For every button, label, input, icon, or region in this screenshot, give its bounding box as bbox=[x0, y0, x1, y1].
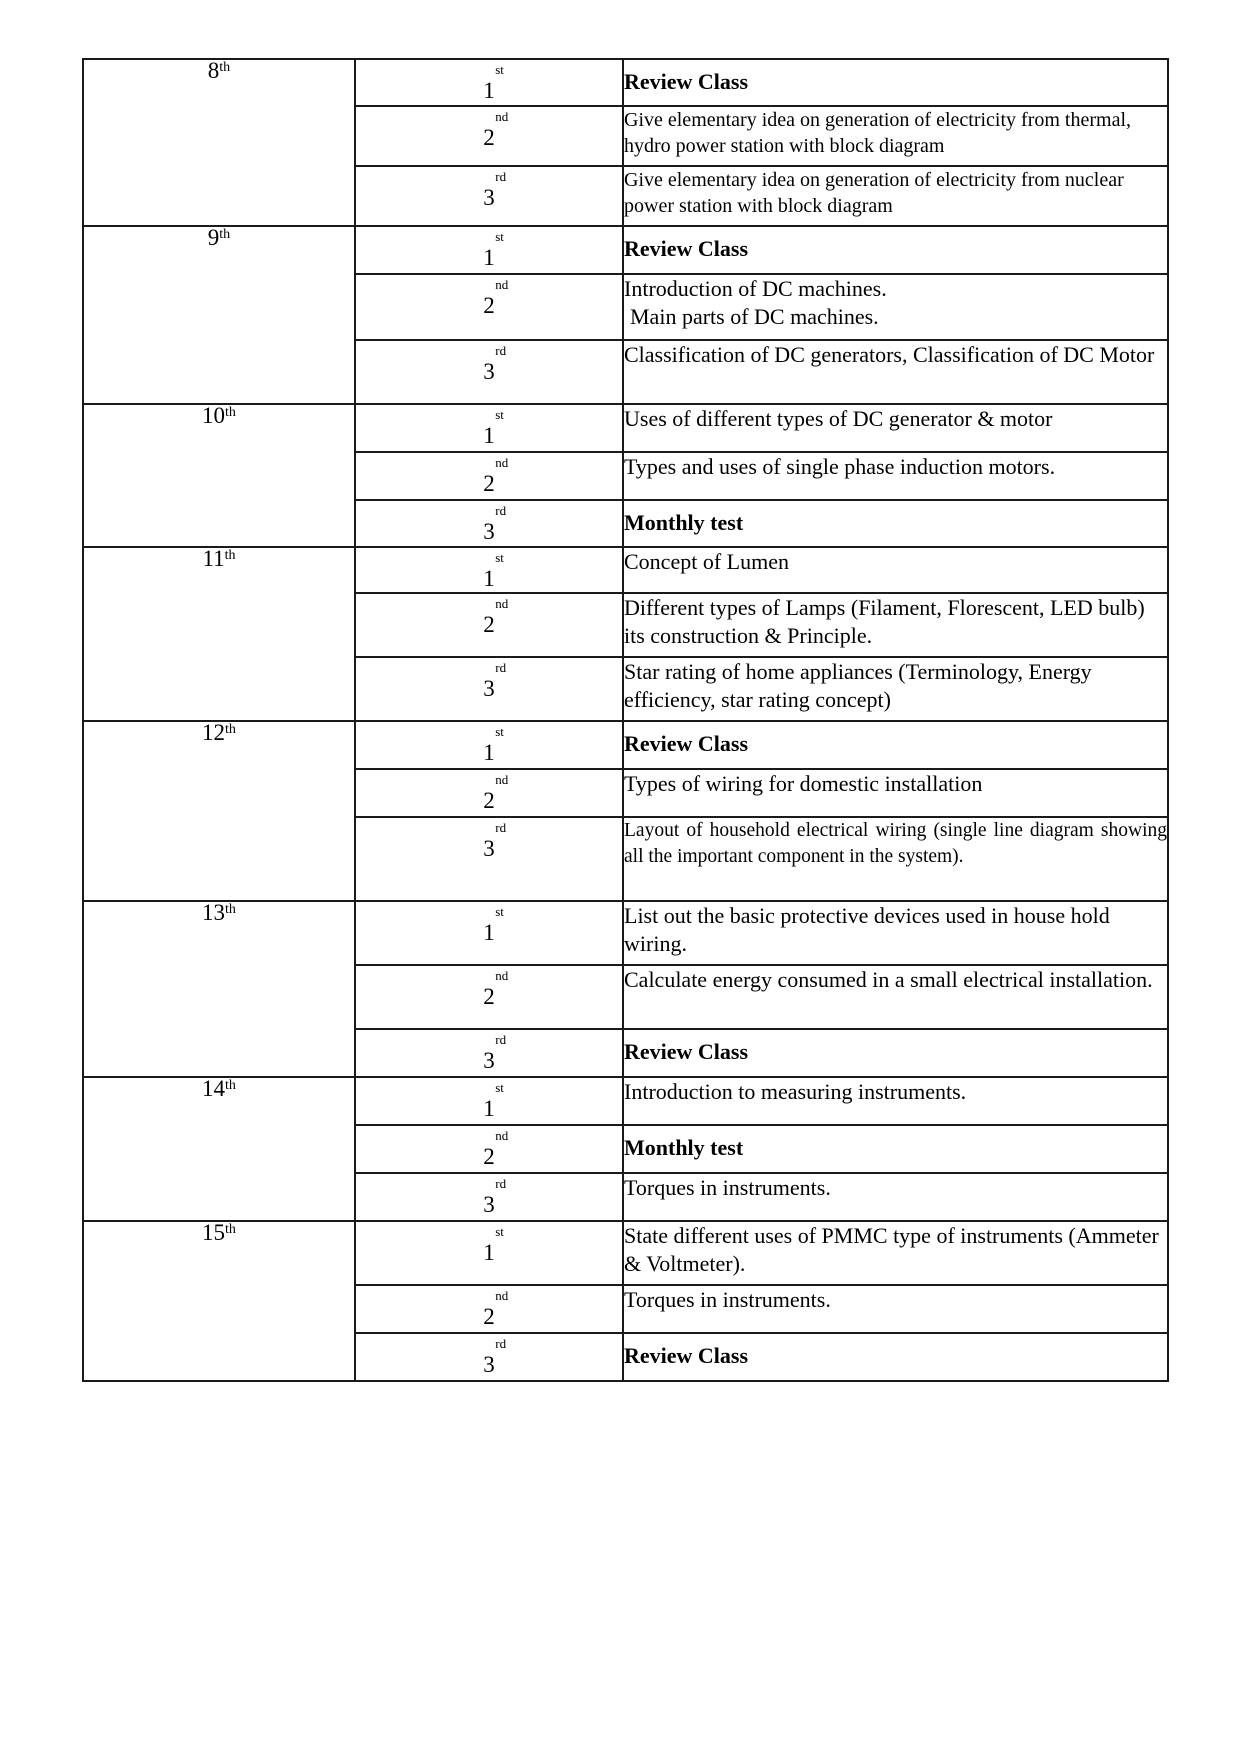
topic-text: Review Class bbox=[624, 731, 749, 756]
day-cell bbox=[355, 404, 623, 452]
topic-cell bbox=[623, 274, 1168, 340]
day-ordinal-suffix: st bbox=[495, 62, 504, 77]
day-ordinal-suffix: rd bbox=[495, 1032, 507, 1047]
week-number: 12 bbox=[202, 720, 226, 745]
week-ordinal-suffix: th bbox=[225, 722, 236, 737]
day-ordinal-suffix: st bbox=[495, 550, 504, 565]
topic-cell bbox=[623, 817, 1168, 901]
day-number: 1 bbox=[483, 1240, 495, 1265]
day-ordinal-suffix: rd bbox=[495, 343, 507, 358]
topic-cell bbox=[623, 1173, 1168, 1221]
week-cell bbox=[83, 59, 355, 226]
topic-text: Types of wiring for domestic installation bbox=[624, 771, 983, 796]
topic-cell bbox=[623, 901, 1168, 965]
day-ordinal-suffix: nd bbox=[495, 277, 509, 292]
day-number: 1 bbox=[483, 78, 495, 103]
table-row bbox=[83, 59, 1168, 106]
week-ordinal-suffix: th bbox=[225, 1078, 236, 1093]
day-number: 3 bbox=[483, 836, 495, 861]
table-row bbox=[83, 226, 1168, 274]
topic-cell bbox=[623, 404, 1168, 452]
day-ordinal-suffix: rd bbox=[495, 169, 507, 184]
day-number: 2 bbox=[483, 1304, 495, 1329]
day-ordinal-suffix: nd bbox=[495, 455, 509, 470]
topic-text: Classification of DC generators, Classification of DC Motor bbox=[624, 342, 1155, 367]
week-ordinal-suffix: th bbox=[224, 548, 236, 563]
topic-text: Uses of different types of DC generator & motor bbox=[624, 406, 1053, 431]
day-ordinal-suffix: st bbox=[495, 1080, 504, 1095]
topic-cell bbox=[623, 721, 1168, 769]
day-cell bbox=[355, 657, 623, 721]
topic-text: Review Class bbox=[624, 1039, 749, 1064]
topic-text: Concept of Lumen bbox=[624, 549, 789, 574]
week-number: 9 bbox=[207, 225, 220, 250]
day-ordinal-suffix: st bbox=[495, 407, 504, 422]
day-number: 1 bbox=[483, 740, 495, 765]
topic-cell bbox=[623, 1333, 1168, 1381]
day-cell bbox=[355, 274, 623, 340]
day-number: 3 bbox=[483, 676, 495, 701]
week-cell bbox=[83, 1221, 355, 1381]
topic-cell bbox=[623, 547, 1168, 593]
week-cell bbox=[83, 901, 355, 1077]
week-cell bbox=[83, 547, 355, 721]
day-cell bbox=[355, 340, 623, 404]
topic-text: Monthly test bbox=[624, 510, 744, 535]
topic-cell bbox=[623, 1029, 1168, 1077]
day-number: 3 bbox=[483, 359, 495, 384]
day-number: 3 bbox=[483, 1352, 495, 1377]
topic-text-line2: Main parts of DC machines. bbox=[630, 304, 879, 329]
topic-text: Different types of Lamps (Filament, Florescent, LED bulb) its construction & Principle. bbox=[624, 595, 1145, 648]
topic-cell bbox=[623, 965, 1168, 1029]
week-number: 11 bbox=[202, 546, 225, 571]
week-number: 8 bbox=[207, 58, 220, 83]
day-number: 3 bbox=[483, 519, 495, 544]
day-ordinal-suffix: rd bbox=[495, 503, 507, 518]
day-ordinal-suffix: st bbox=[495, 904, 504, 919]
day-cell bbox=[355, 1285, 623, 1333]
day-number: 2 bbox=[483, 984, 495, 1009]
week-cell bbox=[83, 1077, 355, 1221]
topic-text: Types and uses of single phase induction motors. bbox=[624, 454, 1056, 479]
topic-cell bbox=[623, 1221, 1168, 1285]
day-ordinal-suffix: rd bbox=[495, 660, 507, 675]
week-cell bbox=[83, 404, 355, 547]
day-number: 3 bbox=[483, 1192, 495, 1217]
day-number: 2 bbox=[483, 125, 495, 150]
table-row bbox=[83, 1077, 1168, 1125]
topic-cell bbox=[623, 226, 1168, 274]
day-ordinal-suffix: nd bbox=[495, 596, 509, 611]
topic-cell bbox=[623, 166, 1168, 226]
topic-cell bbox=[623, 59, 1168, 106]
day-number: 2 bbox=[483, 612, 495, 637]
day-cell bbox=[355, 1077, 623, 1125]
day-cell bbox=[355, 1029, 623, 1077]
week-number: 13 bbox=[202, 900, 226, 925]
topic-cell bbox=[623, 593, 1168, 657]
topic-cell bbox=[623, 106, 1168, 166]
day-number: 2 bbox=[483, 1144, 495, 1169]
lesson-plan-table bbox=[82, 58, 1169, 1382]
day-ordinal-suffix: nd bbox=[495, 109, 509, 124]
week-number: 14 bbox=[202, 1076, 226, 1101]
day-cell bbox=[355, 226, 623, 274]
topic-text: State different uses of PMMC type of instruments (Ammeter & Voltmeter). bbox=[624, 1223, 1159, 1276]
topic-text: Calculate energy consumed in a small electrical installation. bbox=[624, 967, 1153, 992]
day-ordinal-suffix: nd bbox=[495, 1288, 509, 1303]
week-number: 15 bbox=[202, 1220, 226, 1245]
day-ordinal-suffix: rd bbox=[495, 1336, 507, 1351]
day-number: 3 bbox=[483, 1048, 495, 1073]
day-ordinal-suffix: nd bbox=[495, 1128, 509, 1143]
day-number: 2 bbox=[483, 471, 495, 496]
day-cell bbox=[355, 1333, 623, 1381]
week-ordinal-suffix: th bbox=[219, 227, 231, 242]
day-cell bbox=[355, 59, 623, 106]
topic-cell bbox=[623, 1077, 1168, 1125]
topic-text: Introduction of DC machines. bbox=[624, 276, 887, 301]
week-ordinal-suffix: th bbox=[219, 60, 231, 75]
day-number: 1 bbox=[483, 1096, 495, 1121]
day-number: 1 bbox=[483, 566, 495, 591]
day-cell bbox=[355, 1221, 623, 1285]
topic-text: Give elementary idea on generation of electricity from nuclear power station with block diagram bbox=[624, 169, 1124, 217]
day-ordinal-suffix: nd bbox=[495, 772, 509, 787]
topic-text: Give elementary idea on generation of electricity from thermal, hydro power station with block diagram bbox=[624, 109, 1132, 157]
day-ordinal-suffix: nd bbox=[495, 968, 509, 983]
day-number: 2 bbox=[483, 293, 495, 318]
day-number: 3 bbox=[483, 185, 495, 210]
day-number: 2 bbox=[483, 788, 495, 813]
topic-cell bbox=[623, 1285, 1168, 1333]
day-cell bbox=[355, 500, 623, 547]
day-cell bbox=[355, 1173, 623, 1221]
day-cell bbox=[355, 547, 623, 593]
topic-text: Monthly test bbox=[624, 1135, 744, 1160]
day-number: 1 bbox=[483, 423, 495, 448]
topic-text: Torques in instruments. bbox=[624, 1175, 831, 1200]
topic-text: Introduction to measuring instruments. bbox=[624, 1079, 967, 1104]
day-cell bbox=[355, 452, 623, 500]
week-cell bbox=[83, 721, 355, 901]
table-row bbox=[83, 1221, 1168, 1285]
day-cell bbox=[355, 901, 623, 965]
topic-text: Review Class bbox=[624, 69, 749, 94]
topic-text: List out the basic protective devices used in house hold wiring. bbox=[624, 903, 1110, 956]
day-cell bbox=[355, 965, 623, 1029]
day-ordinal-suffix: rd bbox=[495, 820, 507, 835]
topic-text: Star rating of home appliances (Terminology, Energy efficiency, star rating concept) bbox=[624, 659, 1092, 712]
day-cell bbox=[355, 1125, 623, 1173]
table-row bbox=[83, 404, 1168, 452]
day-ordinal-suffix: st bbox=[495, 1224, 504, 1239]
day-cell bbox=[355, 593, 623, 657]
week-ordinal-suffix: th bbox=[225, 1222, 236, 1237]
week-cell bbox=[83, 226, 355, 404]
day-ordinal-suffix: st bbox=[495, 229, 504, 244]
day-ordinal-suffix: st bbox=[495, 724, 504, 739]
table-row bbox=[83, 721, 1168, 769]
week-number: 10 bbox=[202, 403, 226, 428]
topic-text: Review Class bbox=[624, 1343, 749, 1368]
topic-text: Torques in instruments. bbox=[624, 1287, 831, 1312]
day-cell bbox=[355, 769, 623, 817]
topic-cell bbox=[623, 657, 1168, 721]
topic-cell bbox=[623, 500, 1168, 547]
day-cell bbox=[355, 166, 623, 226]
day-cell bbox=[355, 721, 623, 769]
topic-cell bbox=[623, 452, 1168, 500]
week-ordinal-suffix: th bbox=[225, 405, 236, 420]
topic-text: Layout of household electrical wiring (single line diagram showing all the important component in the system). bbox=[624, 820, 1167, 867]
table-row bbox=[83, 901, 1168, 965]
day-cell bbox=[355, 817, 623, 901]
table-row bbox=[83, 547, 1168, 593]
topic-text: Review Class bbox=[624, 236, 749, 261]
day-ordinal-suffix: rd bbox=[495, 1176, 507, 1191]
topic-cell bbox=[623, 340, 1168, 404]
topic-cell bbox=[623, 1125, 1168, 1173]
day-number: 1 bbox=[483, 920, 495, 945]
day-cell bbox=[355, 106, 623, 166]
topic-cell bbox=[623, 769, 1168, 817]
day-number: 1 bbox=[483, 245, 495, 270]
week-ordinal-suffix: th bbox=[225, 902, 236, 917]
